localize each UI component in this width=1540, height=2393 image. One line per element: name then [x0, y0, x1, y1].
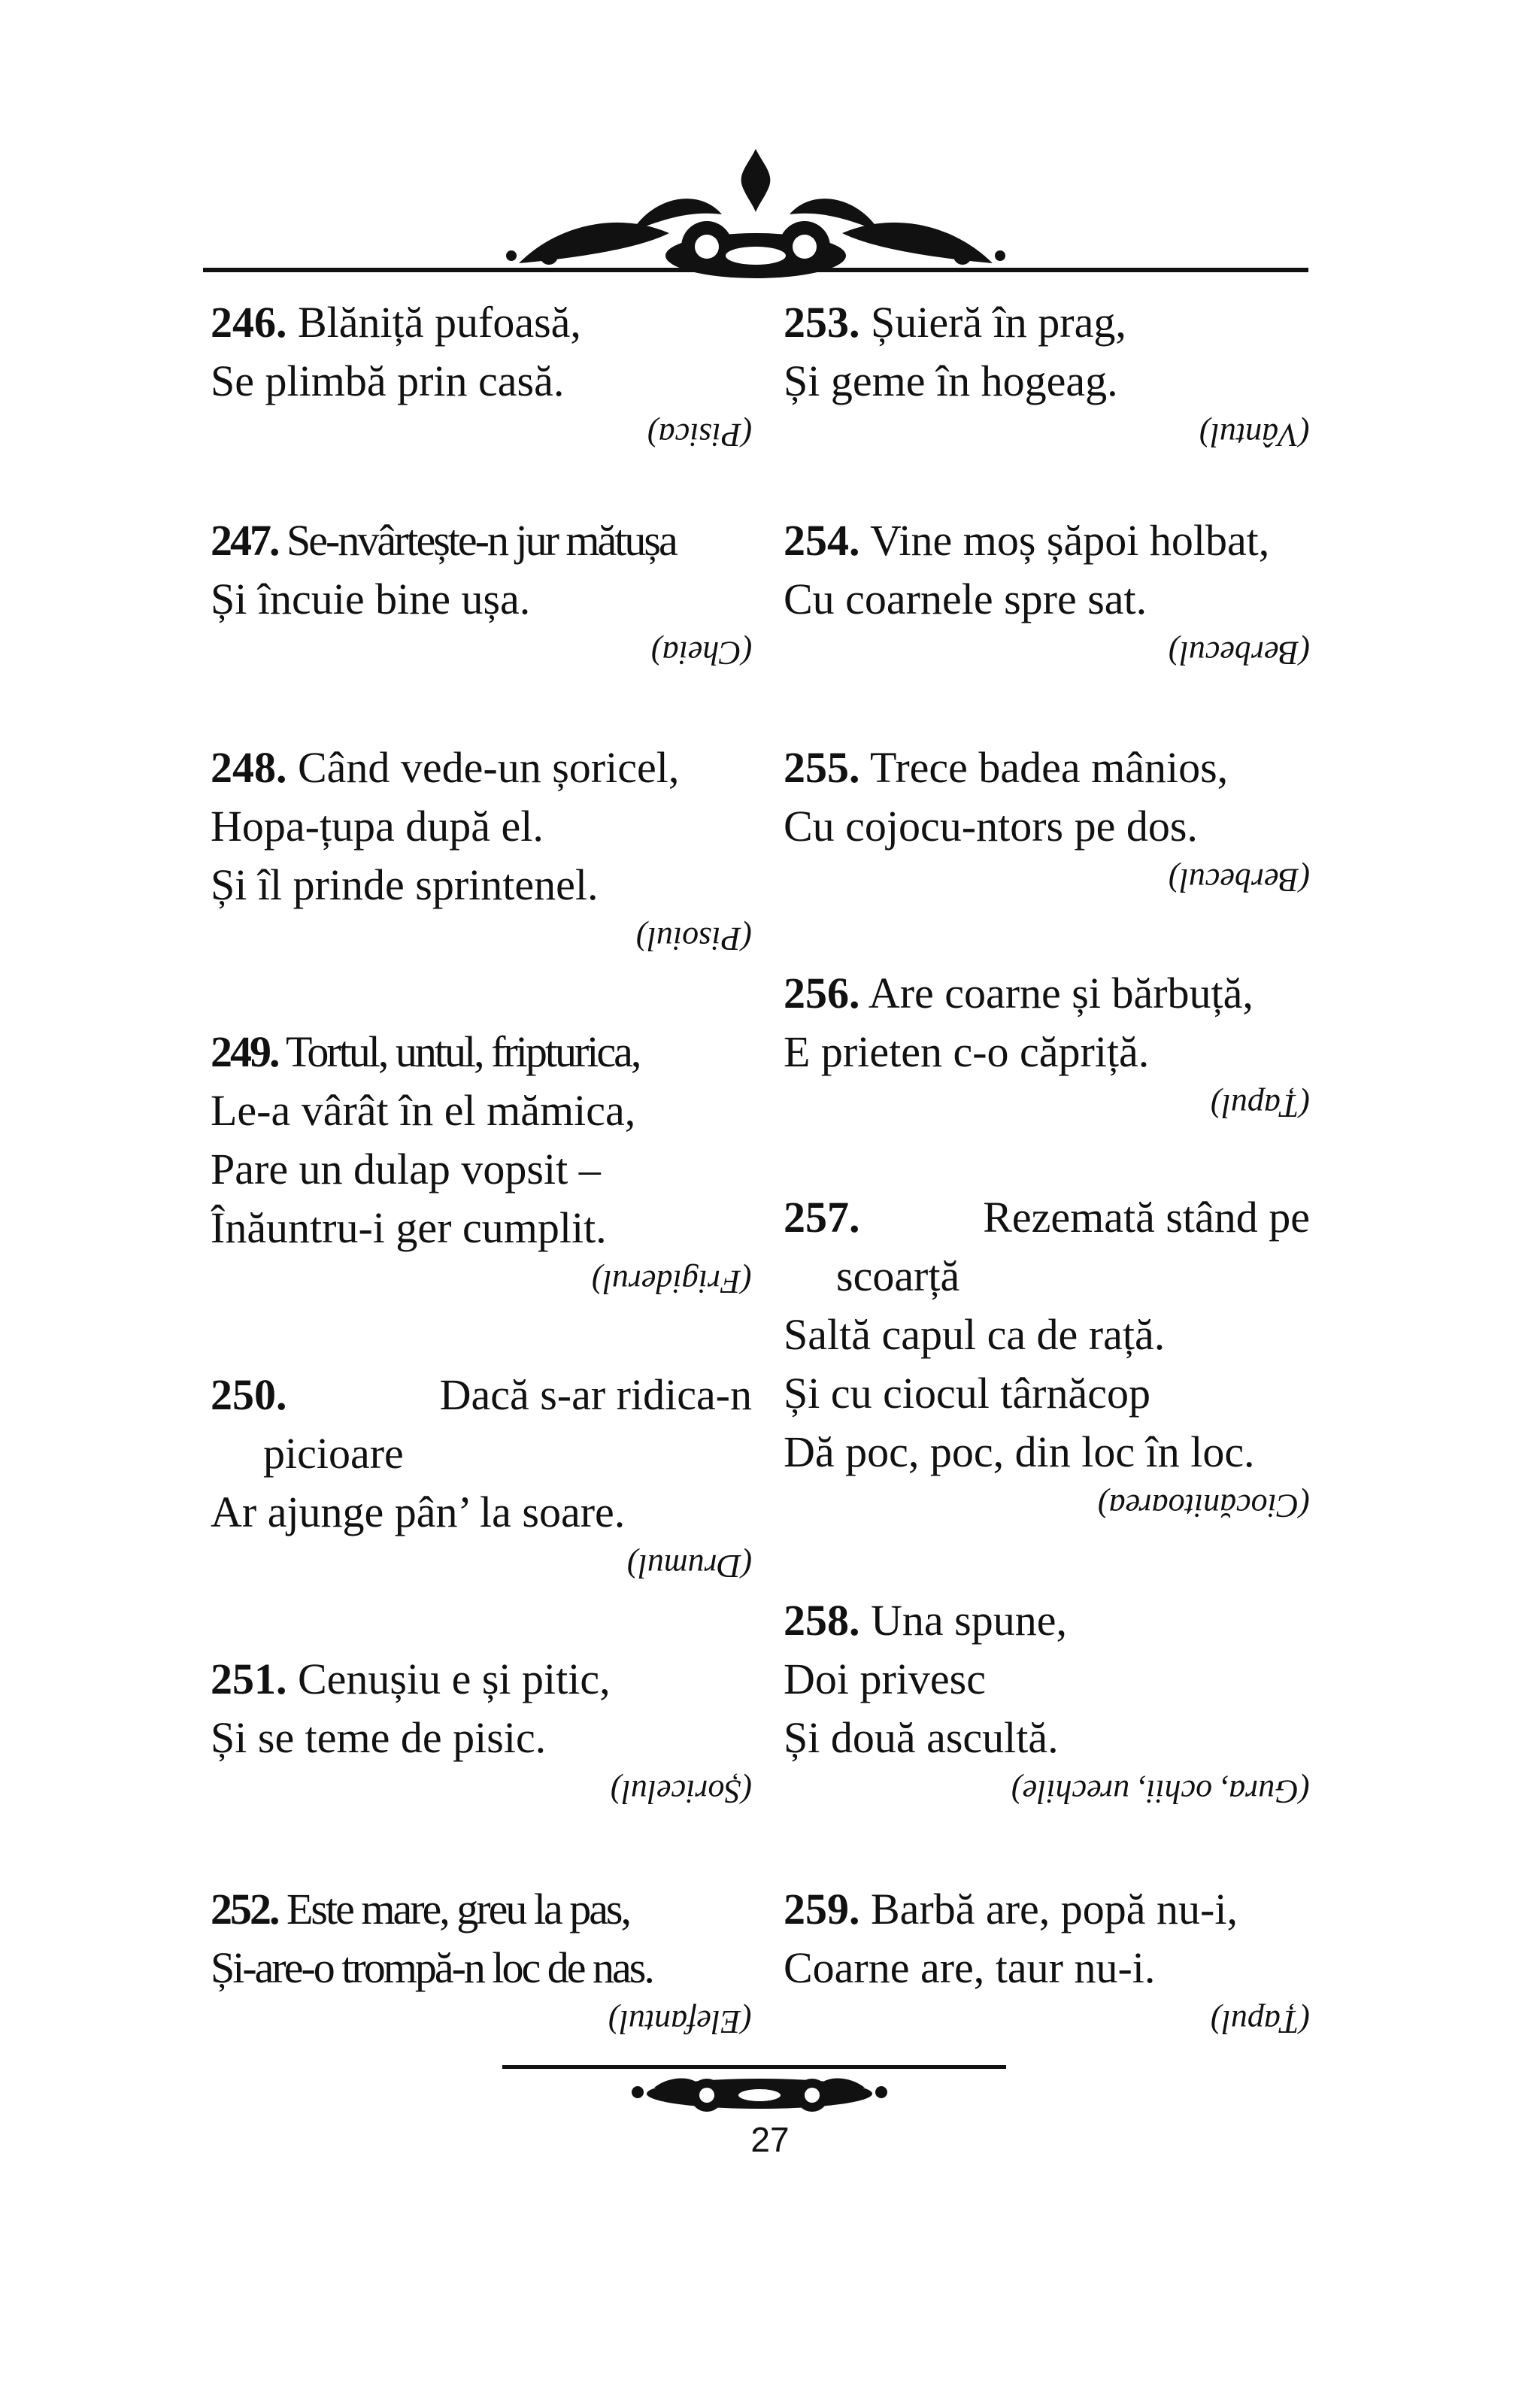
- riddle-line: Trece badea mânios,: [869, 743, 1229, 792]
- riddle-number: 254.: [784, 516, 860, 565]
- riddle-line: Cu coarnele spre sat.: [784, 575, 1147, 623]
- riddle-253: [784, 293, 1310, 459]
- riddle-line: Tortul, untul, fripturica,: [285, 1027, 640, 1076]
- riddle-line: Hopa-țupa după el.: [211, 802, 544, 851]
- riddle-247: [211, 511, 752, 677]
- riddle-number: 255.: [784, 743, 860, 792]
- riddle-line: Se-nvârtește-n jur mătușa: [286, 516, 676, 565]
- riddle-257: [784, 1188, 1310, 1530]
- riddle-number: 246.: [211, 298, 287, 347]
- bottom-ornament-icon: [624, 2073, 895, 2125]
- riddle-line: Când vede-un șoricel,: [298, 743, 680, 792]
- riddle-248: [211, 739, 752, 963]
- riddle-254: [784, 511, 1310, 677]
- riddle-line: E prieten c-o căpriță.: [784, 1027, 1150, 1076]
- riddle-line: Are coarne și bărbuță,: [868, 969, 1254, 1018]
- riddle-249: [211, 1023, 752, 1306]
- riddle-answer: (Frigiderul): [592, 1263, 752, 1300]
- riddle-line: Rezemată stând pe: [983, 1193, 1310, 1242]
- riddle-line: Șuieră în prag,: [871, 298, 1126, 347]
- riddle-answer: (Berbecul): [1168, 635, 1310, 672]
- riddle-answer: (Ciocănitoarea): [1098, 1488, 1310, 1524]
- riddle-number: 250.: [211, 1370, 287, 1419]
- riddle-number: 256.: [784, 969, 860, 1018]
- riddle-answer: (Pisoiul): [636, 921, 752, 957]
- riddle-line: Dacă s-ar ridica-n: [439, 1370, 752, 1419]
- riddle-number: 253.: [784, 298, 860, 347]
- riddle-line: Pare un dulap vopsit –: [211, 1145, 601, 1193]
- riddle-line: Le-a vârât în el mămica,: [211, 1086, 636, 1135]
- riddle-246: [211, 293, 752, 459]
- riddle-line: Coarne are, taur nu-i.: [784, 1943, 1156, 1992]
- riddle-line: Cu cojocu-ntors pe dos.: [784, 802, 1198, 851]
- riddle-line: Saltă capul ca de rață.: [784, 1310, 1166, 1359]
- riddle-line: Și-are-o trompă-n loc de nas.: [211, 1943, 653, 1992]
- riddle-line: Este mare, greu la pas,: [286, 1885, 630, 1934]
- riddle-number: 257.: [784, 1193, 860, 1242]
- riddle-answer: (Vântul): [1199, 417, 1310, 453]
- bottom-rule: [502, 2065, 1006, 2069]
- riddle-answer: (Berbecul): [1168, 862, 1310, 899]
- riddle-line: Și geme în hogeag.: [784, 356, 1118, 405]
- riddle-line: Dă poc, poc, din loc în loc.: [784, 1427, 1255, 1476]
- riddle-answer: (Drumul): [626, 1548, 752, 1585]
- riddle-256: [784, 964, 1310, 1130]
- riddle-line: Și încuie bine ușa.: [211, 575, 531, 623]
- riddle-252: [211, 1880, 752, 2046]
- riddle-answer: (Cheia): [650, 635, 752, 672]
- riddle-number: 249.: [211, 1027, 278, 1076]
- riddle-line: Vine moș șăpoi holbat,: [869, 516, 1270, 565]
- riddle-number: 251.: [211, 1654, 287, 1703]
- riddle-line: Și îl prinde sprintenel.: [211, 860, 599, 909]
- riddle-number: 258.: [784, 1596, 860, 1645]
- riddle-line: Și se teme de pisic.: [211, 1713, 547, 1762]
- riddle-line: Una spune,: [871, 1596, 1067, 1645]
- riddle-answer: (Țapul): [1211, 2003, 1310, 2040]
- riddle-answer: (Pisica): [647, 417, 752, 453]
- riddle-line: Și două ascultă.: [784, 1713, 1059, 1762]
- riddle-line: Ar ajunge pân’ la soare.: [211, 1488, 626, 1536]
- riddle-line: picioare: [263, 1429, 404, 1478]
- top-ornament-icon: [496, 143, 1015, 286]
- riddle-answer: (Șoricelul): [610, 1773, 752, 1810]
- riddle-answer: (Țapul): [1211, 1087, 1310, 1124]
- riddle-line: Înăuntru-i ger cumplit.: [211, 1203, 607, 1252]
- riddle-number: 247.: [211, 516, 278, 565]
- riddle-line: scoarță: [836, 1251, 960, 1300]
- riddle-258: [784, 1591, 1310, 1815]
- riddle-line: Cenușiu e și pitic,: [298, 1654, 611, 1703]
- riddle-255: [784, 739, 1310, 904]
- riddle-line: Blăniță pufoasă,: [298, 298, 581, 347]
- page-number: 27: [750, 2120, 790, 2159]
- top-rule: [203, 268, 1308, 272]
- riddle-answer: (Gura, ochii, urechile): [1011, 1773, 1310, 1810]
- riddle-line: Se plimbă prin casă.: [211, 356, 565, 405]
- riddle-line: Barbă are, popă nu-i,: [871, 1885, 1238, 1934]
- riddle-answer: (Elefantul): [608, 2003, 752, 2040]
- riddle-251: [211, 1650, 752, 1815]
- riddle-250: [211, 1366, 752, 1590]
- riddle-number: 252.: [211, 1885, 278, 1934]
- riddle-line: Și cu ciocul târnăcop: [784, 1369, 1150, 1418]
- riddle-number: 259.: [784, 1885, 860, 1934]
- riddle-259: [784, 1880, 1310, 2046]
- riddle-number: 248.: [211, 743, 287, 792]
- riddle-line: Doi privesc: [784, 1654, 986, 1703]
